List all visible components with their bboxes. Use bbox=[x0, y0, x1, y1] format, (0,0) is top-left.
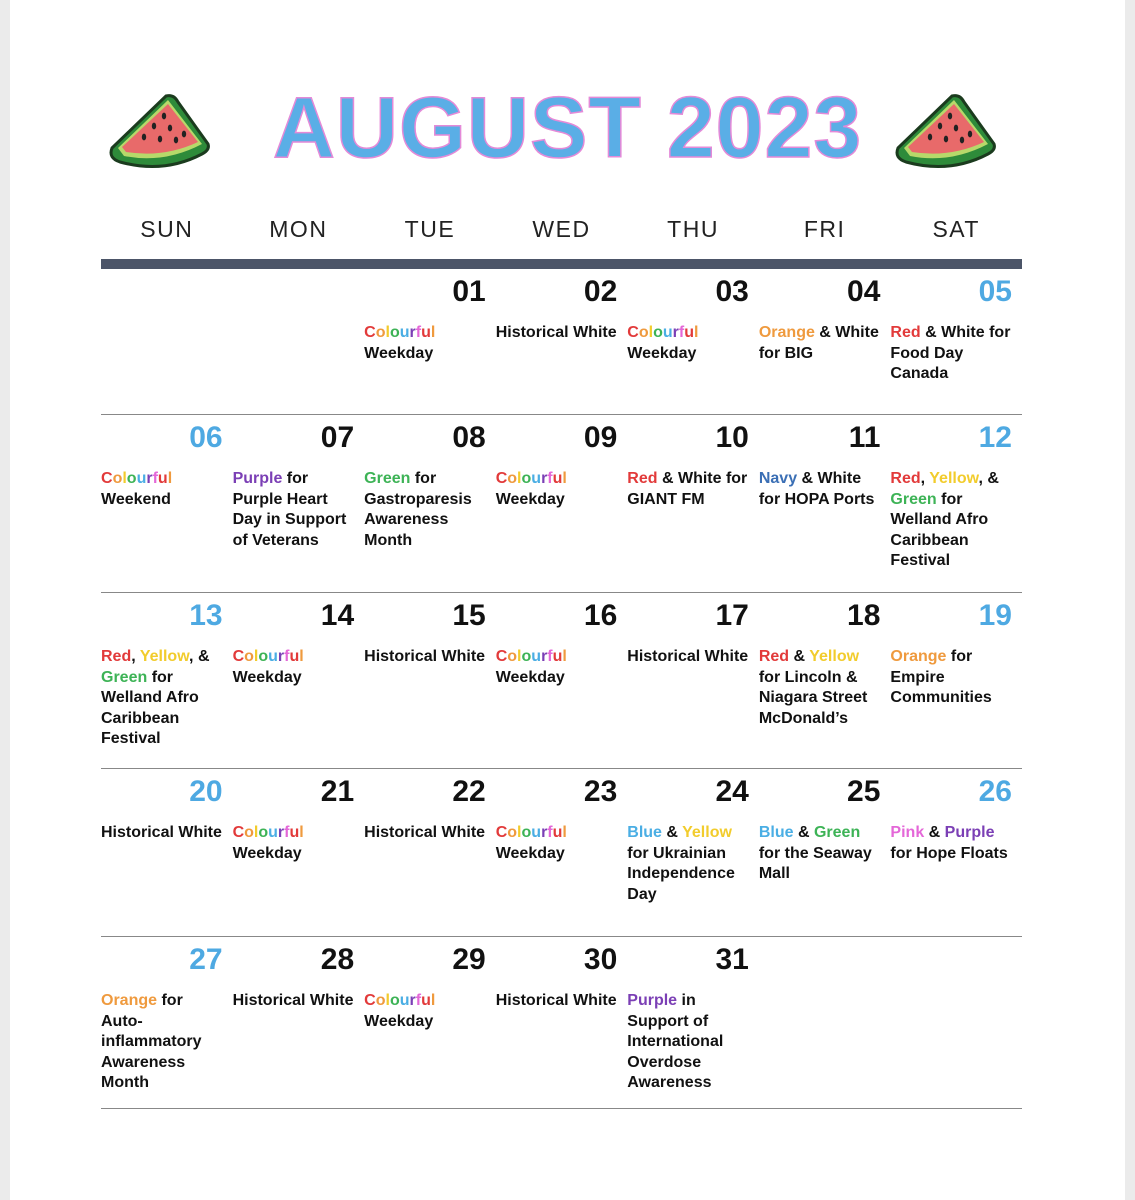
description-segment: Purple bbox=[232, 470, 283, 487]
description-segment: Yellow bbox=[139, 648, 190, 665]
day-cell-25 bbox=[759, 769, 891, 936]
day-number: 12 bbox=[978, 421, 1012, 454]
day-description bbox=[364, 991, 488, 1032]
description-segment: Historical White bbox=[101, 824, 222, 841]
description-segment: Blue bbox=[627, 824, 662, 841]
description-segment: for Hope Floats bbox=[890, 844, 1008, 862]
weekday-header-row bbox=[101, 216, 1022, 246]
calendar-week-row bbox=[101, 769, 1022, 937]
day-cell-16 bbox=[496, 593, 628, 768]
day-number: 06 bbox=[189, 421, 223, 454]
day-number: 08 bbox=[452, 421, 486, 454]
day-number: 19 bbox=[978, 599, 1012, 632]
day-cell-13 bbox=[101, 593, 233, 768]
day-description bbox=[496, 991, 620, 1012]
day-description bbox=[101, 647, 225, 750]
day-description bbox=[364, 647, 488, 668]
description-segment: for Gastroparesis Awareness Month bbox=[364, 470, 472, 549]
day-cell-18 bbox=[759, 593, 891, 768]
description-segment: Orange bbox=[101, 992, 158, 1009]
day-number: 30 bbox=[583, 943, 618, 976]
description-segment: Green bbox=[890, 490, 937, 508]
description-segment: Red bbox=[101, 648, 132, 665]
day-number: 29 bbox=[452, 943, 486, 976]
description-segment: in Support of International Overdose Awareness bbox=[627, 992, 724, 1091]
day-cell-01 bbox=[364, 269, 496, 414]
day-number: 24 bbox=[715, 775, 749, 808]
description-segment: Weekday bbox=[495, 490, 565, 508]
day-number: 07 bbox=[320, 421, 355, 454]
day-number: 20 bbox=[189, 775, 223, 808]
description-segment: & White for BIG bbox=[758, 324, 879, 362]
description-segment: Historical White bbox=[495, 992, 617, 1009]
day-cell-10 bbox=[627, 415, 759, 592]
description-segment: Green bbox=[101, 668, 148, 686]
day-description bbox=[101, 991, 225, 1094]
header-divider-bar bbox=[101, 259, 1022, 269]
day-number: 03 bbox=[715, 275, 749, 308]
day-cell-15 bbox=[364, 593, 496, 768]
empty-day-cell bbox=[759, 937, 891, 1108]
description-segment: , bbox=[920, 470, 930, 487]
description-segment: Purple bbox=[944, 824, 995, 841]
day-number: 16 bbox=[583, 599, 618, 632]
description-segment: , bbox=[131, 648, 140, 665]
day-description bbox=[759, 647, 883, 729]
description-segment: Colourful bbox=[364, 324, 436, 341]
calendar-week-row bbox=[101, 269, 1022, 415]
description-segment: Yellow bbox=[682, 824, 732, 841]
description-segment: Orange bbox=[890, 648, 947, 665]
description-segment: Purple bbox=[627, 992, 678, 1009]
day-description bbox=[759, 823, 883, 885]
watermelon-slice-icon bbox=[890, 92, 1000, 172]
description-segment: Green bbox=[364, 470, 411, 487]
day-number: 31 bbox=[715, 943, 749, 976]
day-number: 27 bbox=[189, 943, 223, 976]
description-segment: , & bbox=[978, 470, 999, 487]
calendar-week-row bbox=[101, 937, 1022, 1109]
calendar-week-row bbox=[101, 415, 1022, 593]
description-segment: Weekday bbox=[364, 1012, 434, 1030]
description-segment: Colourful bbox=[364, 992, 436, 1009]
empty-day-cell bbox=[233, 269, 365, 414]
description-segment: Red bbox=[890, 470, 921, 487]
description-segment: Navy bbox=[758, 470, 798, 487]
description-segment: Yellow bbox=[809, 648, 860, 665]
day-cell-31 bbox=[627, 937, 759, 1108]
day-description bbox=[364, 823, 488, 844]
description-segment: Colourful bbox=[495, 470, 567, 487]
day-cell-30 bbox=[496, 937, 628, 1108]
description-segment: Historical White bbox=[364, 824, 486, 841]
day-description bbox=[890, 823, 1014, 864]
day-cell-14 bbox=[233, 593, 365, 768]
weekday-label: TUE bbox=[404, 216, 456, 242]
day-cell-27 bbox=[101, 937, 233, 1108]
day-number: 09 bbox=[583, 421, 618, 454]
day-cell-02 bbox=[496, 269, 628, 414]
day-description bbox=[496, 323, 620, 344]
description-segment: Red bbox=[890, 324, 921, 341]
day-number: 23 bbox=[583, 775, 618, 808]
day-description bbox=[627, 469, 751, 510]
description-segment: for Auto-inflammatory Awareness Month bbox=[101, 992, 202, 1091]
description-segment: Colourful bbox=[495, 824, 567, 841]
day-cell-08 bbox=[364, 415, 496, 592]
description-segment: Weekday bbox=[495, 668, 565, 686]
weekday-label: THU bbox=[667, 216, 719, 242]
day-description bbox=[627, 991, 751, 1094]
day-number: 14 bbox=[320, 599, 355, 632]
day-number: 25 bbox=[847, 775, 881, 808]
description-segment: Historical White bbox=[627, 648, 749, 665]
day-description bbox=[627, 823, 751, 905]
day-number: 02 bbox=[583, 275, 618, 308]
description-segment: Weekday bbox=[232, 668, 302, 686]
description-segment: Weekday bbox=[627, 344, 697, 362]
day-cell-22 bbox=[364, 769, 496, 936]
weekday-label: FRI bbox=[803, 216, 846, 242]
description-segment: & bbox=[924, 824, 945, 841]
day-cell-05 bbox=[890, 269, 1022, 414]
day-cell-04 bbox=[759, 269, 891, 414]
day-description bbox=[233, 991, 357, 1012]
calendar-page bbox=[10, 0, 1125, 1200]
day-cell-12 bbox=[890, 415, 1022, 592]
weekday-label: WED bbox=[532, 216, 591, 242]
day-number: 13 bbox=[189, 599, 223, 632]
description-segment: & White for Food Day Canada bbox=[890, 324, 1011, 382]
day-number: 22 bbox=[452, 775, 486, 808]
description-segment: Colourful bbox=[232, 824, 304, 841]
description-segment: Red bbox=[627, 470, 658, 487]
day-cell-06 bbox=[101, 415, 233, 592]
day-number: 28 bbox=[320, 943, 355, 976]
day-description bbox=[890, 323, 1014, 385]
day-number: 17 bbox=[715, 599, 749, 632]
day-cell-07 bbox=[233, 415, 365, 592]
day-cell-11 bbox=[759, 415, 891, 592]
weekday-label: MON bbox=[269, 216, 328, 242]
day-number: 21 bbox=[320, 775, 355, 808]
day-cell-20 bbox=[101, 769, 233, 936]
description-segment: Weekday bbox=[495, 844, 565, 862]
day-cell-23 bbox=[496, 769, 628, 936]
day-cell-03 bbox=[627, 269, 759, 414]
description-segment: for Welland Afro Caribbean Festival bbox=[890, 490, 989, 569]
day-cell-19 bbox=[890, 593, 1022, 768]
description-segment: Orange bbox=[758, 324, 815, 341]
day-description bbox=[233, 469, 357, 551]
weekday-label: SAT bbox=[932, 216, 980, 242]
calendar-grid bbox=[101, 269, 1022, 1109]
description-segment: Green bbox=[813, 824, 861, 841]
day-cell-28 bbox=[233, 937, 365, 1108]
day-cell-21 bbox=[233, 769, 365, 936]
day-description bbox=[759, 469, 883, 510]
description-segment: & bbox=[789, 648, 810, 665]
description-segment: & White for GIANT FM bbox=[627, 470, 748, 508]
day-description bbox=[496, 823, 620, 864]
day-description bbox=[627, 647, 751, 668]
calendar-week-row bbox=[101, 593, 1022, 769]
day-description bbox=[759, 323, 883, 364]
description-segment: Yellow bbox=[929, 470, 979, 487]
day-number: 15 bbox=[452, 599, 486, 632]
day-cell-24 bbox=[627, 769, 759, 936]
description-segment: Blue bbox=[758, 824, 794, 841]
day-description bbox=[496, 647, 620, 688]
day-number: 18 bbox=[847, 599, 881, 632]
weekday-label: SUN bbox=[140, 216, 194, 242]
description-segment: & bbox=[793, 824, 814, 841]
description-segment: Historical White bbox=[495, 324, 617, 341]
description-segment: for Ukrainian Independence Day bbox=[627, 844, 735, 903]
day-number: 26 bbox=[978, 775, 1012, 808]
description-segment: for Empire Communities bbox=[890, 648, 992, 706]
day-description bbox=[101, 823, 225, 844]
description-segment: Historical White bbox=[364, 648, 486, 665]
description-segment: for the Seaway Mall bbox=[758, 844, 872, 882]
empty-day-cell bbox=[101, 269, 233, 414]
day-cell-26 bbox=[890, 769, 1022, 936]
empty-day-cell bbox=[890, 937, 1022, 1108]
calendar-header bbox=[10, 78, 1125, 178]
day-cell-17 bbox=[627, 593, 759, 768]
day-description bbox=[890, 647, 1014, 709]
day-description bbox=[890, 469, 1014, 572]
description-segment: Red bbox=[758, 648, 790, 665]
description-segment: for Purple Heart Day in Support of Veterans bbox=[232, 470, 347, 549]
description-segment: Colourful bbox=[101, 470, 173, 487]
day-description bbox=[233, 647, 357, 688]
day-description bbox=[233, 823, 357, 864]
day-description bbox=[101, 469, 225, 510]
description-segment: Historical White bbox=[232, 992, 354, 1009]
description-segment: Weekday bbox=[364, 344, 434, 362]
description-segment: Colourful bbox=[232, 648, 304, 665]
description-segment: Weekday bbox=[232, 844, 302, 862]
description-segment: & White for HOPA Ports bbox=[758, 470, 875, 508]
day-number: 10 bbox=[715, 421, 749, 454]
description-segment: Pink bbox=[890, 824, 925, 841]
day-description bbox=[496, 469, 620, 510]
day-cell-29 bbox=[364, 937, 496, 1108]
description-segment: for Welland Afro Caribbean Festival bbox=[101, 668, 199, 747]
day-number: 04 bbox=[847, 275, 881, 308]
day-number: 01 bbox=[452, 275, 486, 308]
description-segment: Weekend bbox=[101, 490, 171, 508]
day-number: 11 bbox=[848, 421, 881, 454]
description-segment: for Lincoln & Niagara Street McDonald’s bbox=[758, 668, 868, 727]
day-number: 05 bbox=[978, 275, 1012, 308]
day-cell-09 bbox=[496, 415, 628, 592]
day-description bbox=[364, 323, 488, 364]
calendar-title: AUGUST 2023 bbox=[272, 80, 863, 176]
day-description bbox=[364, 469, 488, 551]
description-segment: Colourful bbox=[495, 648, 567, 665]
day-description bbox=[627, 323, 751, 364]
description-segment: , & bbox=[189, 648, 210, 665]
description-segment: & bbox=[661, 824, 683, 841]
description-segment: Colourful bbox=[627, 324, 699, 341]
